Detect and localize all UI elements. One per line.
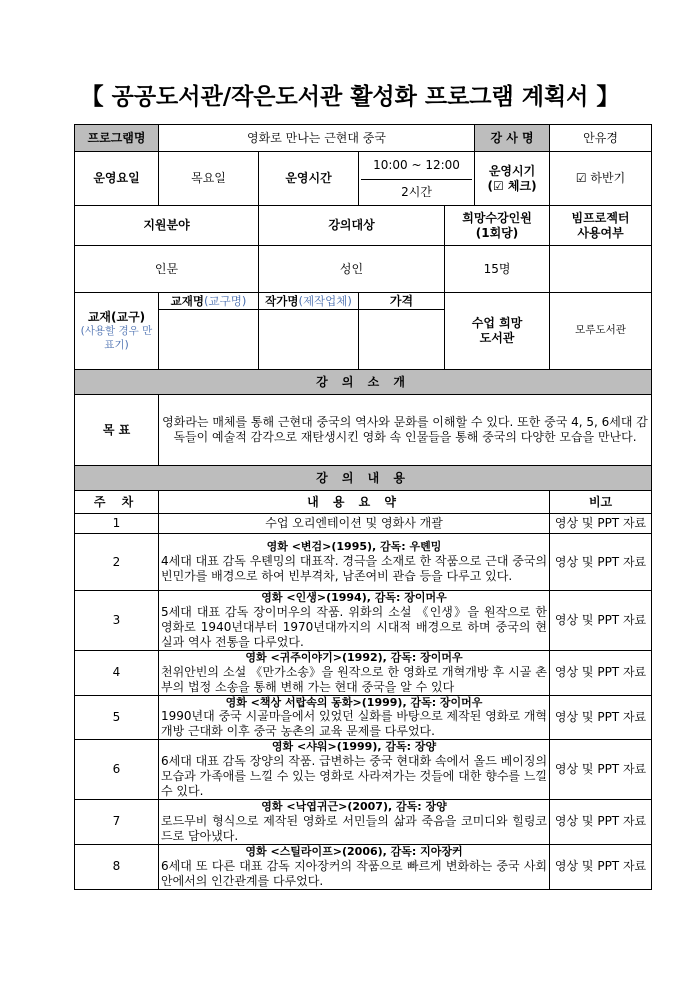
material-name-value bbox=[159, 310, 259, 370]
week-title: 영화 <스틸라이프>(2006), 감독: 지아장커 bbox=[245, 844, 463, 858]
capacity-label-line2: (1회당) bbox=[475, 225, 519, 240]
beam-label-line2: 사용여부 bbox=[577, 225, 624, 240]
week-title: 영화 <낙엽귀근>(2007), 감독: 장양 bbox=[261, 800, 447, 813]
capacity-value: 15명 bbox=[445, 246, 550, 293]
week-title: 영화 <샤워>(1999), 감독: 장양 bbox=[271, 740, 437, 754]
table-row bbox=[75, 844, 652, 889]
week-desc: 수업 오리엔테이션 및 영화사 개괄 bbox=[159, 514, 550, 534]
week-number: 1 bbox=[75, 514, 159, 534]
week-desc: 6세대 대표 감독 장양의 작품. 급변하는 중국 현대화 속에서 올드 베이징의 모습과 가족애를 느낄 수 있는 영화로 사라져가는 것들에 대한 향수를 느낄 수 있다. bbox=[161, 754, 548, 798]
content-section-row bbox=[75, 466, 652, 491]
library-value: 모루도서관 bbox=[550, 293, 652, 370]
week-note: 영상 및 PPT 자료 bbox=[550, 591, 652, 651]
capacity-label-line1: 희망수강인원 bbox=[462, 210, 532, 225]
week-number: 5 bbox=[75, 695, 159, 740]
beam-label bbox=[550, 206, 652, 246]
support-value-row bbox=[75, 246, 652, 293]
week-title: 영화 <변검>(1995), 감독: 우톈밍 bbox=[266, 540, 442, 554]
week-number: 7 bbox=[75, 800, 159, 845]
week-content bbox=[159, 695, 550, 740]
material-price-label: 가격 bbox=[359, 293, 445, 310]
schedule-row bbox=[75, 152, 652, 206]
page-title: 【 공공도서관/작은도서관 활성화 프로그램 계획서 】 bbox=[80, 84, 620, 110]
week-title: 영화 <인생>(1994), 감독: 장이머우 bbox=[261, 591, 447, 604]
material-name-label: 교재명(교구명) bbox=[159, 293, 259, 310]
program-value: 영화로 만나는 근현대 중국 bbox=[159, 125, 475, 152]
week-desc: 6세대 또 다른 대표 감독 지아장커의 작품으로 빠르게 변화하는 중국 사회 안에서의 인간관계를 다루었다. bbox=[161, 858, 548, 888]
week-desc: 5세대 대표 감독 장이머우의 작품. 위화의 소설 《인생》을 원작으로 한 영화로 1940년대부터 1970년대까지의 시대적 배경으로 하며 중국의 현실과 역사 전통을 다루었다. bbox=[161, 604, 548, 649]
material-price-value bbox=[359, 310, 445, 370]
week-title: 영화 <귀주이야기>(1992), 감독: 장이머우 bbox=[245, 650, 463, 664]
instructor-value: 안유경 bbox=[550, 125, 652, 152]
week-desc: 로드무비 형식으로 제작된 영화로 서민들의 삶과 죽음을 코미디와 힐링코드로 담아냈다. bbox=[161, 813, 548, 843]
week-number: 3 bbox=[75, 591, 159, 651]
time-value: 10:00 ~ 12:00 bbox=[361, 152, 472, 179]
goal-row bbox=[75, 395, 652, 466]
week-number: 8 bbox=[75, 844, 159, 889]
time-label: 운영시간 bbox=[259, 152, 359, 206]
duration-value: 2시간 bbox=[401, 184, 432, 199]
materials-label bbox=[75, 293, 159, 370]
week-content bbox=[159, 591, 550, 651]
beam-label-line1: 빔프로젝터 bbox=[571, 210, 630, 225]
program-label: 프로그램명 bbox=[75, 125, 159, 152]
week-desc: 4세대 대표 감독 우톈밍의 대표작. 경극을 소재로 한 작품으로 근대 중국의 빈민가를 배경으로 하여 빈부격차, 남존여비 관습 등을 다루고 있다. bbox=[161, 553, 548, 583]
col-week-label: 주 차 bbox=[75, 491, 159, 514]
target-label: 강의대상 bbox=[259, 206, 445, 246]
support-header-row bbox=[75, 206, 652, 246]
week-note: 영상 및 PPT 자료 bbox=[550, 740, 652, 800]
day-value: 목요일 bbox=[159, 152, 259, 206]
content-header-row bbox=[75, 491, 652, 514]
material-author-value bbox=[259, 310, 359, 370]
intro-section-title: 강 의 소 개 bbox=[75, 370, 652, 395]
table-row bbox=[75, 534, 652, 591]
week-note: 영상 및 PPT 자료 bbox=[550, 650, 652, 695]
field-label: 지원분야 bbox=[75, 206, 259, 246]
week-title: 영화 <책상 서랍속의 동화>(1999), 감독: 장이머우 bbox=[225, 695, 483, 709]
materials-header-row bbox=[75, 293, 652, 310]
library-label-line2: 도서관 bbox=[479, 331, 515, 345]
program-row bbox=[75, 125, 652, 152]
week-note: 영상 및 PPT 자료 bbox=[550, 844, 652, 889]
week-content bbox=[159, 650, 550, 695]
table-row bbox=[75, 695, 652, 740]
period-label-line2: (☑ 체크) bbox=[487, 178, 537, 193]
period-label-line1: 운영시기 bbox=[488, 163, 536, 178]
week-content bbox=[159, 534, 550, 591]
table-row bbox=[75, 650, 652, 695]
library-label-line1: 수업 희망 bbox=[471, 316, 523, 330]
beam-value bbox=[550, 246, 652, 293]
goal-label: 목 표 bbox=[75, 395, 159, 466]
period-value: ☑ 하반기 bbox=[550, 152, 652, 206]
week-content bbox=[159, 800, 550, 845]
instructor-label: 강 사 명 bbox=[475, 125, 550, 152]
field-value: 인문 bbox=[75, 246, 259, 293]
time-cell bbox=[359, 152, 475, 206]
week-note: 영상 및 PPT 자료 bbox=[550, 534, 652, 591]
week-number: 2 bbox=[75, 534, 159, 591]
intro-section-row bbox=[75, 370, 652, 395]
materials-label-sub: (사용할 경우 만 표기) bbox=[80, 324, 153, 351]
table-row bbox=[75, 740, 652, 800]
col-summary-label: 내 용 요 약 bbox=[159, 491, 550, 514]
table-row bbox=[75, 591, 652, 651]
day-label: 운영요일 bbox=[75, 152, 159, 206]
week-content bbox=[159, 740, 550, 800]
week-content bbox=[159, 844, 550, 889]
content-section-title: 강 의 내 용 bbox=[75, 466, 652, 491]
week-number: 4 bbox=[75, 650, 159, 695]
week-note: 영상 및 PPT 자료 bbox=[550, 514, 652, 534]
week-note: 영상 및 PPT 자료 bbox=[550, 695, 652, 740]
week-desc: 1990년대 중국 시골마을에서 있었던 실화를 바탕으로 제작된 영화로 개혁개방 근대화 이후 중국 농촌의 교육 문제를 다루었다. bbox=[161, 709, 548, 739]
table-row bbox=[75, 514, 652, 534]
library-label bbox=[445, 293, 550, 370]
capacity-label bbox=[445, 206, 550, 246]
col-note-label: 비고 bbox=[550, 491, 652, 514]
target-value: 성인 bbox=[259, 246, 445, 293]
goal-text: 영화라는 매체를 통해 근현대 중국의 역사와 문화를 이해할 수 있다. 또한 중국 4, 5, 6세대 감독들이 예술적 감각으로 재탄생시킨 영화 속 인물들을 통해 중국의 다양한 모습을 만난다. bbox=[159, 395, 652, 466]
material-author-label: 작가명(제작업체) bbox=[259, 293, 359, 310]
week-number: 6 bbox=[75, 740, 159, 800]
table-row bbox=[75, 800, 652, 845]
week-desc: 천위안빈의 소설 《만가소송》을 원작으로 한 영화로 개혁개방 후 시골 촌부의 법정 소송을 통해 변해 가는 현대 중국을 알 수 있다 bbox=[161, 664, 548, 694]
period-label bbox=[475, 152, 550, 206]
week-note: 영상 및 PPT 자료 bbox=[550, 800, 652, 845]
plan-table bbox=[74, 124, 652, 890]
materials-label-main: 교재(교구) bbox=[87, 309, 146, 324]
